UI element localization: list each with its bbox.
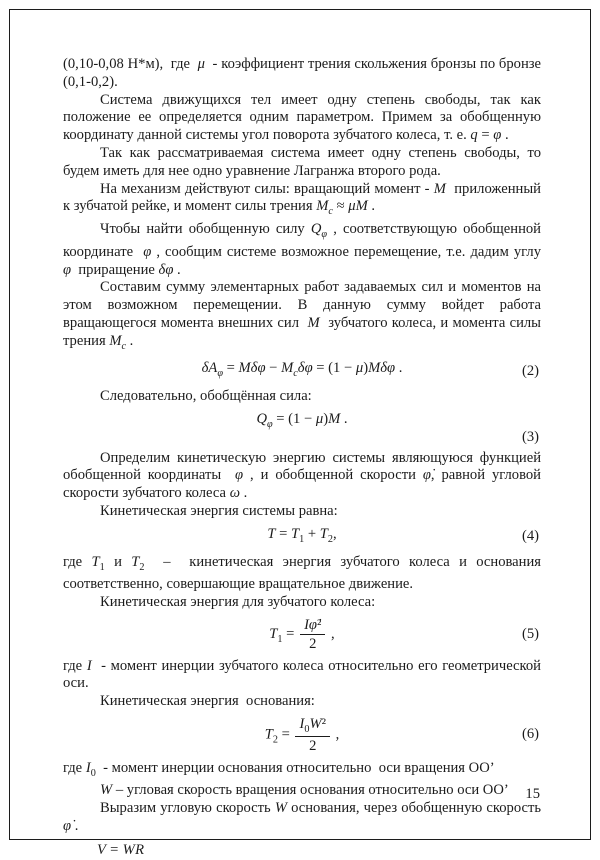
- equation-body: $\delta A_\varphi = M\delta\varphi - M_c\delta\varphi = (1 - \mu)M\delta\varphi$ .: [201, 360, 403, 380]
- page-number: 15: [525, 786, 540, 802]
- paragraph: Определим кинетическую энергию системы являющуюся функцией обобщенной координаты φ , и обобщенной скорости φ̇, равной угловой скорости зубчатого колеса ω .: [63, 449, 541, 502]
- paragraph: Составим сумму элементарных работ задаваемых сил и моментов на этом возможном перемещении. В данную сумму войдет работа вращающегося момента внешних сил M зубчатого колеса, и момента силы трения $M_c$ .: [63, 279, 541, 352]
- equation-number: (4): [521, 528, 539, 545]
- paragraph: где $I_0$ - момент инерции основания относительно оси вращения ОО’: [63, 759, 495, 779]
- paragraph: Кинетическая энергия для зубчатого колеса:: [100, 594, 376, 611]
- paragraph: Так как рассматриваемая система имеет одну степень свободы, то будем иметь для нее одно уравнение Лагранжа второго рода.: [63, 144, 541, 179]
- paragraph: Следовательно, обобщённая сила:: [100, 388, 312, 405]
- equation: [63, 360, 541, 383]
- paragraph: Чтобы найти обобщенную силу $Q_\varphi$ , соответствующую обобщенной координате φ , сообщим системе возможное перемещение, т.е. дадим углу φ приращение δφ .: [63, 221, 542, 278]
- equation: [63, 617, 541, 653]
- equation-number: (6): [521, 726, 539, 743]
- page-body: [63, 56, 541, 860]
- equation-body: $T = T_1 + T_2$,: [267, 525, 337, 545]
- equation-number: (5): [521, 625, 539, 642]
- paragraph: Кинетическая энергия основания:: [100, 693, 315, 710]
- equation-body: $Q_\varphi = (1 - \mu)M$ .: [256, 410, 348, 430]
- paragraph: На механизм действуют силы: вращающий момент - M приложенный к зубчатой рейке, и момент силы трения $M_c \approx \mu M$ .: [63, 180, 541, 218]
- equation-body: $T_2$ = $\frac{I_0W^2}{2}$ ,: [264, 715, 340, 755]
- equation-number: (2): [521, 362, 539, 379]
- paragraph: где $T_1$ и $T_2$ – кинетическая энергия зубчатого колеса и основания соответственно, совершающие вращательное движение.: [63, 553, 541, 593]
- equation: [63, 716, 541, 755]
- equation: [63, 410, 541, 445]
- paragraph: где I - момент инерции зубчатого колеса относительно его геометрической оси.: [63, 657, 541, 692]
- paragraph: W – угловая скорость вращения основания относительно оси ОО’: [100, 782, 509, 799]
- equation-inline: V = WR: [97, 841, 145, 858]
- paragraph: Выразим угловую скорость W основания, через обобщенную скорость φ̇ .: [63, 800, 541, 834]
- equation-number: (3): [521, 428, 539, 445]
- equation-body: $T_1$ = $\frac{\text{Iφ̇²}}{2}$ ,: [269, 616, 335, 653]
- paragraph: Система движущихся тел имеет одну степень свободы, так как положение ее определяется одним параметром. Примем за обобщенную координату данной системы угол поворота зубчатого колеса, т. е. q = φ .: [63, 91, 541, 144]
- equation: [63, 526, 541, 549]
- paragraph: Кинетическая энергия системы равна:: [100, 503, 338, 520]
- paragraph: (0,10-0,08 Н*м), где μ - коэффициент трения скольжения бронзы по бронзе (0,1-0,2).: [63, 56, 541, 90]
